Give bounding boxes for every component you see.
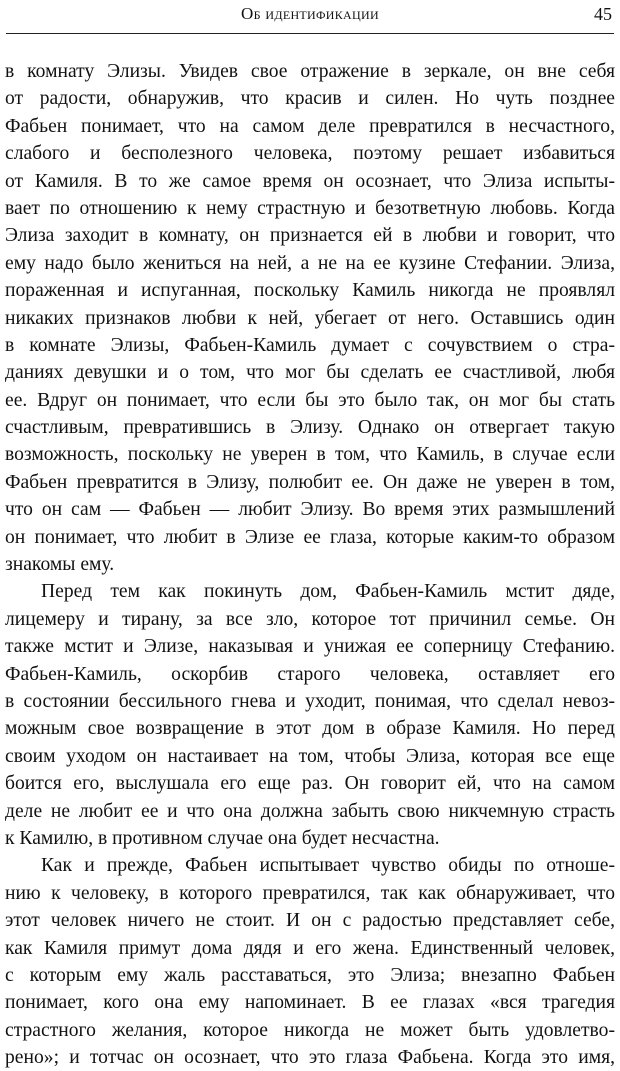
text-line: с которым ему жаль расставаться, это Элиза; внезапно Фабьен [5,964,615,986]
text-line: в состоянии бессильного гнева и уходит, понимая, что сделал невоз- [5,690,615,712]
text-line: слабого и бесполезного человека, поэтому решает избавиться [5,143,615,165]
text-line: даниях девушки и о том, что мог бы сделать ее счастливой, любя [5,362,615,384]
text-line: к Камилю, в противном случае она будет несчастна. [5,827,440,849]
text-line: пораженная и испуганная, поскольку Камиль никогда не проявлял [5,280,615,302]
text-line: этот человек ничего не стоит. И он с радостью представляет себе, [5,910,615,932]
text-line: деле не любит ее и что она должна забыть свою никчемную страсть [5,800,615,822]
text-line: от Камиля. В то же самое время он осознает, что Элиза испыты- [5,170,615,192]
text-line: Как и прежде, Фабьен испытывает чувство обиды по отноше- [41,855,615,877]
text-line: нию к человеку, в которого превратился, так как обнаруживает, что [5,882,615,904]
text-line: боится его, выслушала его еще раз. Он говорит ей, что на самом [5,773,615,795]
text-line: также мстит и Элизе, наказывая и унижая ее соперницу Стефанию. [5,636,615,658]
text-line: Фабьен превратится в Элизу, полюбит ее. Он даже не уверен в том, [5,471,615,493]
text-line: от радости, обнаружив, что красив и силен. Но чуть позднее [5,88,615,110]
text-line: Перед тем как покинуть дом, Фабьен-Камиль мстит дяде, [41,581,615,603]
text-line: знакомы ему. [5,554,115,576]
text-line: Элиза заходит в комнату, он признается ей в любви и говорит, что [5,225,615,247]
text-line: никаких признаков любви к ней, убегает от него. Оставшись один [5,307,615,329]
page-number: 45 [594,4,612,24]
text-line: понимает, кого она ему напоминает. В ее глазах «вся трагедия [5,992,615,1014]
text-line: Фабьен понимает, что на самом деле превратился в несчастного, [5,115,615,137]
text-line: страстного желания, которое никогда не может быть удовлетво- [5,1019,615,1041]
text-line: возможность, поскольку не уверен в том, что Камиль, в случае если [5,444,615,466]
running-header [0,2,620,30]
body-text [5,58,615,1071]
text-line: он понимает, что любит в Элизе ее глаза, которые каким-то образом [5,526,615,548]
text-line: в комнату Элизы. Увидев свое отражение в зеркале, он вне себя [5,61,615,82]
text-line: счастливым, превратившись в Элизу. Однако он отвергает такую [5,417,615,439]
header-rule [6,33,614,34]
text-line: что он сам — Фабьен — любит Элизу. Во время этих размышлений [5,499,615,521]
text-line: рено»; и тотчас он осознает, что это глаза Фабьена. Когда это имя, [5,1047,615,1069]
text-line: ему надо было жениться на ней, а не на ее кузине Стефании. Элиза, [5,252,615,274]
text-line: своим уходом он настаивает на том, чтобы Элиза, которая все еще [5,745,615,767]
text-line: ее. Вдруг он понимает, что если бы это было так, он мог бы стать [5,389,615,411]
text-line: можным свое возвращение в этот дом в образе Камиля. Но перед [5,718,615,740]
text-line: лицемеру и тирану, за все зло, которое тот причинил семье. Он [5,608,615,630]
text-line: в комнате Элизы, Фабьен-Камиль думает с сочувствием о стра- [5,334,615,356]
text-line: Фабьен-Камиль, оскорбив старого человека, оставляет его [5,663,615,685]
text-line: как Камиля примут дома дядя и его жена. Единственный человек, [5,937,615,959]
running-title: Об идентификации [241,4,379,23]
text-line: вает по отношению к нему страстную и безответную любовь. Когда [5,197,615,219]
